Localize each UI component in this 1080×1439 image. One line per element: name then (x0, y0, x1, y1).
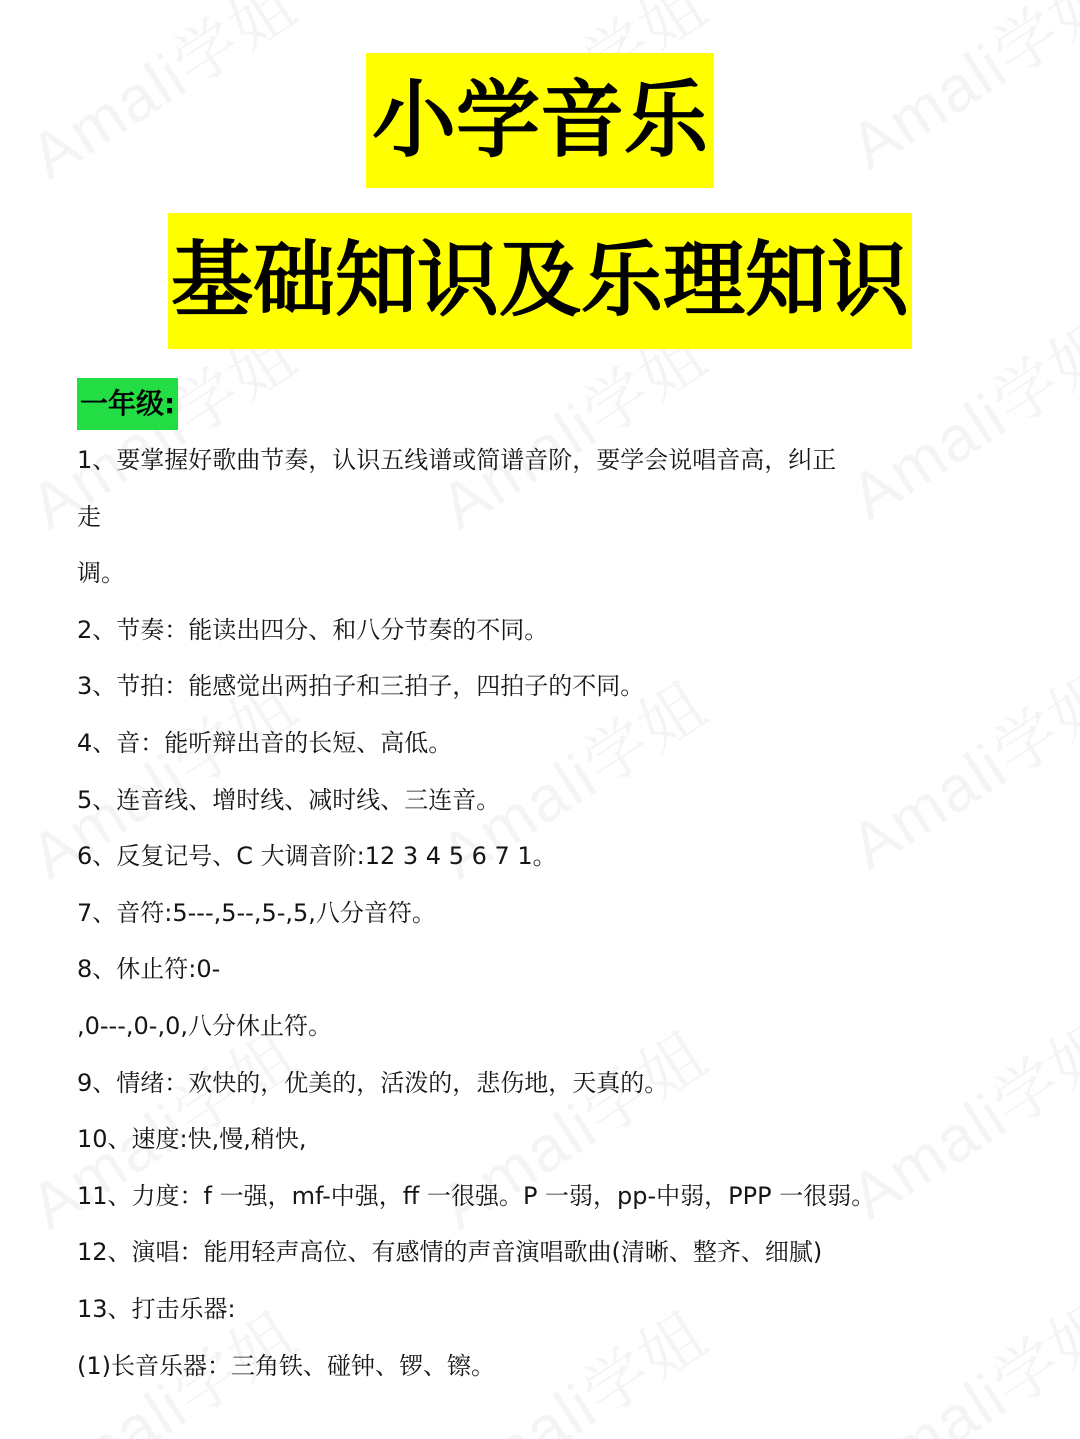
section-heading-grade-1: 一年级: (77, 378, 178, 430)
text-line: 1、要掌握好歌曲节奏，认识五线谱或简谱音阶，要学会说唱音高，纠正 (77, 446, 837, 474)
page-title-line-1: 小学音乐 (366, 53, 714, 188)
text-line: 9、情绪：欢快的，优美的，活泼的，悲伤地，天真的。 (77, 1068, 669, 1097)
text-line: 5、连音线、增时线、减时线、三连音。 (77, 785, 501, 814)
text-line: 12、演唱：能用轻声高位、有感情的声音演唱歌曲(清晰、整齐、细腻) (77, 1238, 823, 1267)
title-line-2-wrapper (0, 213, 1080, 349)
text-line: 13、打击乐器: (77, 1294, 236, 1323)
text-line: 7、音符:5---,5--,5-,5,八分音符。 (77, 898, 436, 927)
text-line: 11、力度：f 一强，mf-中强，ff 一很强。P 一弱，pp-中弱，PPP 一很弱。 (77, 1181, 876, 1210)
text-line: 调。 (77, 559, 125, 588)
text-line: 2、节奏：能读出四分、和八分节奏的不同。 (77, 615, 549, 644)
page-title-line-2: 基础知识及乐理知识 (168, 213, 912, 349)
text-line: 走 (77, 502, 101, 531)
text-line: ,0---,0-,0,八分休止符。 (77, 1011, 332, 1040)
text-line: 10、速度:快,慢,稍快, (77, 1125, 307, 1154)
text-line: 8、休止符:0- (77, 955, 221, 984)
text-line: 3、节拍：能感觉出两拍子和三拍子，四拍子的不同。 (77, 672, 645, 701)
text-line: 4、音：能听辩出音的长短、高低。 (77, 728, 453, 757)
title-line-1-wrapper (0, 53, 1080, 188)
content-body (77, 432, 1037, 1394)
text-line: 6、反复记号、C 大调音阶:12 3 4 5 6 7 1。 (77, 842, 557, 871)
text-line: (1)长音乐器：三角铁、碰钟、锣、镲。 (77, 1351, 495, 1380)
